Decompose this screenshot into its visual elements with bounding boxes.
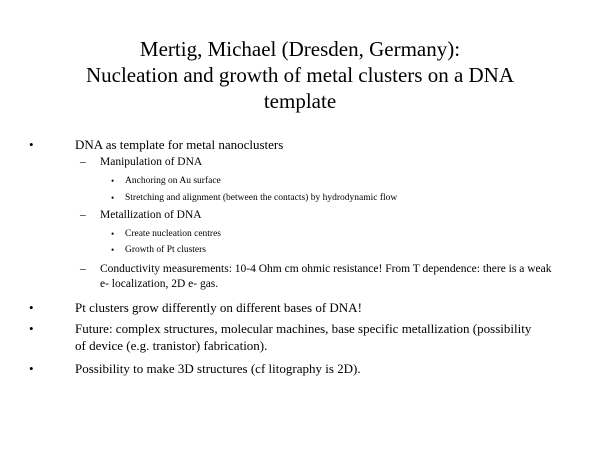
sub-bullet-item — [80, 262, 560, 292]
sub-bullet-text: Manipulation of DNA — [100, 156, 203, 168]
sub-sub-bullet-item — [111, 244, 565, 256]
sub-sub-bullet-text: Stretching and alignment (between the contacts) by hydrodynamic flow — [125, 193, 398, 203]
dash-icon: – — [80, 209, 86, 221]
dot-icon: • — [111, 229, 115, 239]
sub-sub-bullet-item — [111, 228, 565, 240]
bullet-text: DNA as template for metal nanoclusters — [75, 137, 284, 152]
sub-bullet-item — [80, 208, 570, 223]
bullet-icon: • — [29, 300, 34, 315]
bullet-item — [29, 299, 575, 316]
sub-bullet-text: Metallization of DNA — [100, 209, 202, 221]
slide-title — [30, 36, 570, 114]
sub-bullet-item — [80, 155, 570, 170]
sub-sub-bullet-item — [111, 192, 565, 204]
sub-sub-bullet-text: Anchoring on Au surface — [125, 176, 221, 186]
bullet-icon: • — [29, 361, 34, 376]
bullet-item — [29, 360, 575, 377]
dot-icon: • — [111, 176, 115, 186]
sub-bullet-text: Conductivity measurements: 10-4 Ohm cm ohmic resistance! From T dependence: there is a weak e- localization, 2D e- gas. — [100, 263, 552, 290]
bullet-text: Future: complex structures, molecular machines, base specific metallization (possibility of device (e.g. tranistor) fabrication). — [75, 321, 532, 353]
bullet-text: Possibility to make 3D structures (cf litography is 2D). — [75, 361, 361, 376]
bullet-item — [29, 320, 545, 354]
dash-icon: – — [80, 263, 86, 275]
bullet-item — [29, 136, 575, 153]
dash-icon: – — [80, 156, 86, 168]
sub-sub-bullet-item — [111, 175, 565, 187]
title-line-2: Nucleation and growth of metal clusters on a DNA — [85, 63, 515, 87]
dot-icon: • — [111, 193, 115, 203]
sub-sub-bullet-text: Growth of Pt clusters — [125, 245, 207, 255]
bullet-text: Pt clusters grow differently on different bases of DNA! — [75, 300, 362, 315]
title-line-1: Mertig, Michael (Dresden, Germany): — [139, 37, 461, 61]
sub-sub-bullet-text: Create nucleation centres — [125, 229, 222, 239]
title-line-3: template — [263, 89, 337, 113]
bullet-icon: • — [29, 321, 34, 336]
bullet-icon: • — [29, 137, 34, 152]
dot-icon: • — [111, 245, 115, 255]
